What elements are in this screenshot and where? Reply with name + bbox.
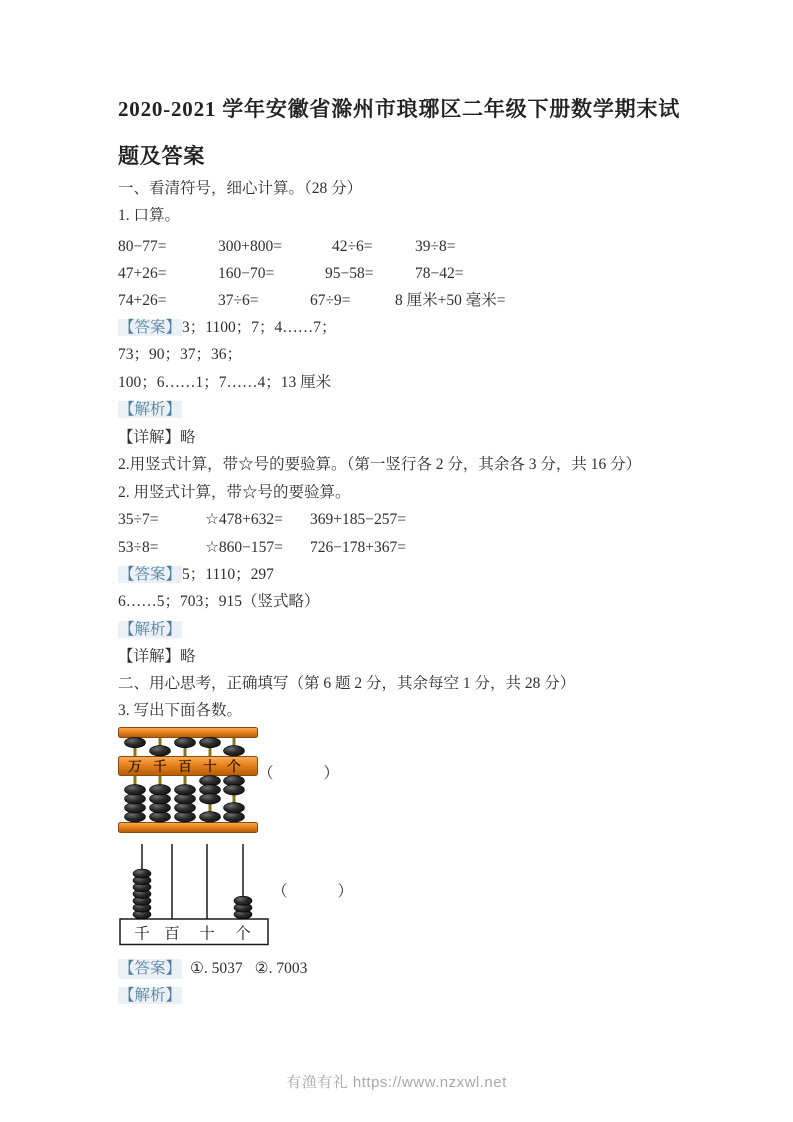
- equation: 8 厘米+50 毫米=: [395, 292, 506, 309]
- analysis-line: [118, 986, 182, 1006]
- detail-text: 略: [180, 429, 196, 446]
- answer-line: [118, 565, 274, 585]
- answer-line: 73；90；37；36；: [118, 346, 243, 363]
- svg-text:个: 个: [227, 759, 241, 774]
- equation: 74+26=: [118, 292, 167, 309]
- counting-frame-illustration: [118, 842, 273, 951]
- paren-open: （: [258, 765, 274, 782]
- detail-line: [118, 428, 196, 448]
- svg-text:千: 千: [153, 759, 167, 774]
- equation: 37÷6=: [218, 292, 259, 309]
- oral-calc-row-3: [118, 291, 505, 311]
- equation: ☆478+632=: [205, 511, 283, 528]
- svg-text:百: 百: [164, 925, 180, 943]
- answer-text: 5；1110；297: [182, 566, 274, 583]
- paren-close: ）: [337, 883, 354, 900]
- detail-token: 【详解】: [118, 648, 181, 665]
- equation: ☆860−157=: [205, 539, 283, 556]
- page-title-line1: 2020-2021 学年安徽省滁州市琅琊区二年级下册数学期末试: [118, 97, 681, 121]
- question2-heading: 2.用竖式计算，带☆号的要验算。（第一竖行各 2 分，其余各 3 分，共 16 分）: [118, 456, 642, 473]
- svg-text:十: 十: [203, 759, 217, 774]
- section2-heading: 二、用心思考，正确填写（第 6 题 2 分，其余每空 1 分，共 28 分）: [118, 675, 576, 692]
- answer-blank-1: [258, 761, 339, 783]
- equation: 42÷6=: [332, 238, 373, 255]
- svg-text:千: 千: [134, 925, 150, 943]
- answer-item-1: ①. 5037: [190, 960, 243, 977]
- answer-item-2: ②. 7003: [254, 960, 308, 977]
- question2-subheading: 2. 用竖式计算，带☆号的要验算。: [118, 484, 351, 501]
- equation: 39÷8=: [415, 238, 456, 255]
- answer-line: [118, 959, 307, 979]
- question1-label: 1. 口算。: [118, 207, 181, 224]
- equation: 726−178+367=: [310, 539, 406, 556]
- counting-frame-graphic: [118, 842, 273, 946]
- equation: 47+26=: [118, 265, 167, 282]
- equation: 80−77=: [118, 238, 167, 255]
- suanpan-abacus-graphic: [118, 727, 258, 833]
- equation: 53÷8=: [118, 539, 159, 556]
- svg-text:万: 万: [128, 759, 142, 774]
- answer-token: 【答案】: [119, 566, 182, 583]
- equation: 160−70=: [218, 265, 275, 282]
- answer-token: 【答案】: [119, 960, 182, 977]
- analysis-token: 【解析】: [119, 621, 182, 638]
- suanpan-abacus-illustration: [118, 727, 258, 838]
- svg-text:十: 十: [199, 925, 215, 943]
- page-title-line2: 题及答案: [118, 144, 206, 168]
- answer-blank-2: [272, 879, 353, 901]
- detail-token: 【详解】: [118, 429, 181, 446]
- answer-line: 100；6……1；7……4；13 厘米: [118, 374, 332, 391]
- equation: 369+185−257=: [310, 511, 406, 528]
- equation: 300+800=: [218, 238, 282, 255]
- analysis-line: [118, 400, 182, 420]
- column-calc-row-1: [118, 510, 406, 530]
- answer-token: 【答案】: [119, 319, 182, 336]
- answer-line: [118, 318, 336, 338]
- site-watermark: 有渔有礼 https://www.nzxwl.net: [286, 1074, 507, 1091]
- paren-close: ）: [323, 765, 340, 782]
- detail-text: 略: [180, 648, 196, 665]
- answer-text: 3；1100；7；4……7；: [182, 319, 337, 336]
- equation: 67÷9=: [310, 292, 351, 309]
- oral-calc-row-2: [118, 264, 463, 284]
- paren-open: （: [272, 883, 288, 900]
- analysis-token: 【解析】: [119, 987, 182, 1004]
- equation: 78−42=: [415, 265, 464, 282]
- equation: 35÷7=: [118, 511, 159, 528]
- question3-label: 3. 写出下面各数。: [118, 702, 243, 719]
- answer-line: 6……5；703；915（竖式略）: [118, 593, 320, 610]
- equation: 95−58=: [325, 265, 374, 282]
- section1-heading: 一、看清符号，细心计算。（28 分）: [118, 180, 363, 197]
- svg-text:百: 百: [178, 759, 192, 774]
- analysis-line: [118, 620, 182, 640]
- column-calc-row-2: [118, 538, 406, 558]
- page-title: [118, 86, 708, 180]
- svg-text:个: 个: [235, 925, 251, 943]
- oral-calc-row-1: [118, 237, 456, 257]
- detail-line: [118, 647, 196, 667]
- analysis-token: 【解析】: [119, 401, 182, 418]
